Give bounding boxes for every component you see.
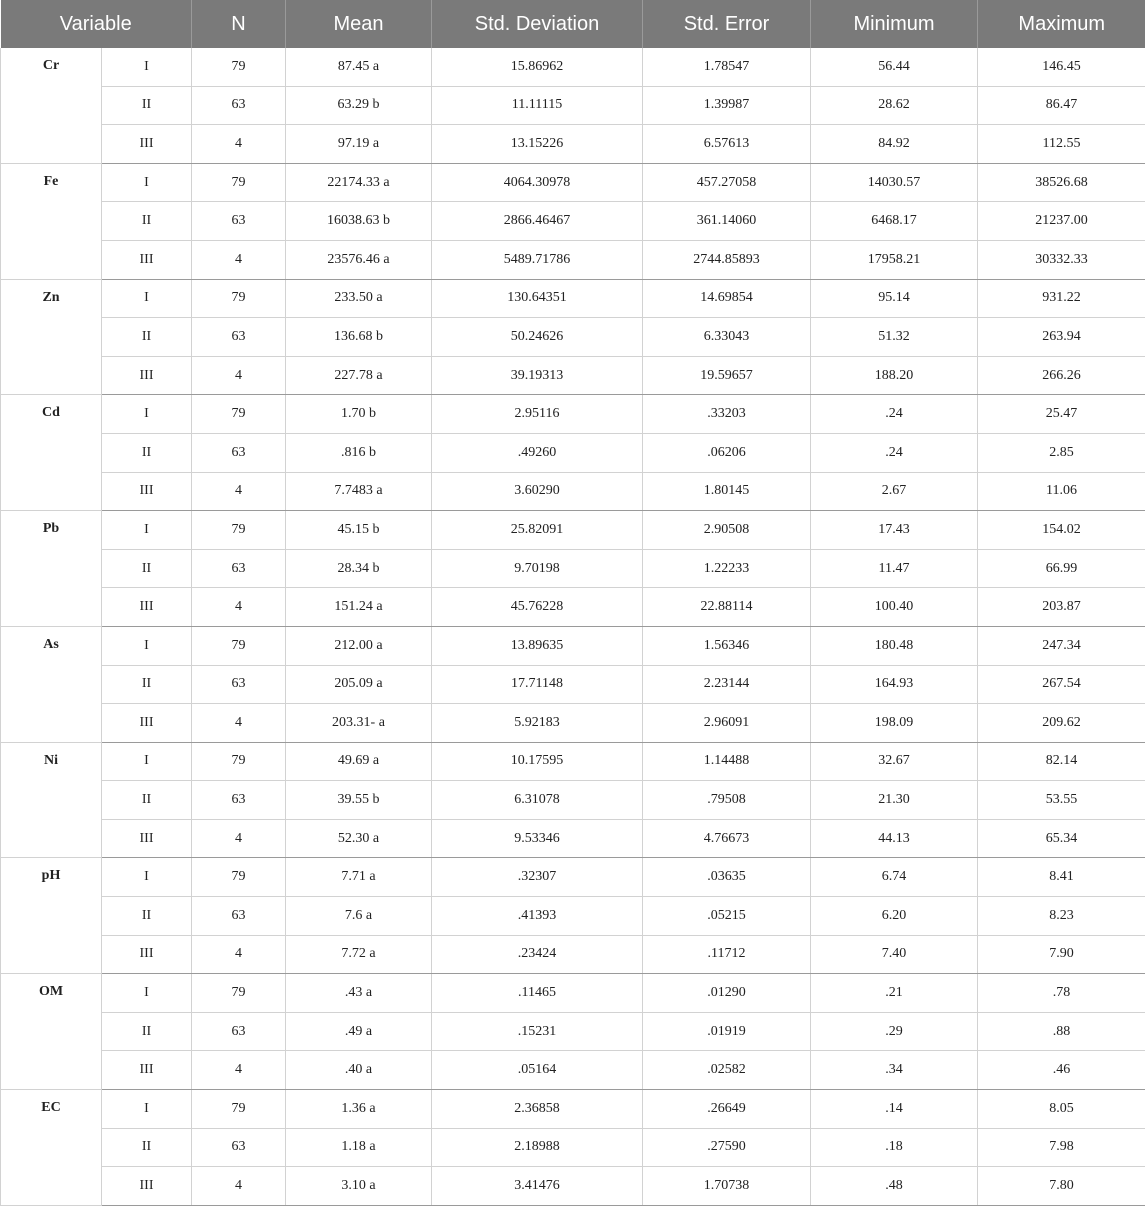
n-cell: 63: [192, 781, 286, 820]
maximum-cell: 11.06: [978, 472, 1145, 511]
group-cell: I: [102, 163, 192, 202]
group-cell: II: [102, 781, 192, 820]
variable-cell: As: [1, 626, 102, 742]
group-cell: III: [102, 472, 192, 511]
n-cell: 63: [192, 202, 286, 241]
std-error-cell: .02582: [643, 1051, 811, 1090]
std-error-cell: .79508: [643, 781, 811, 820]
table-row: [1, 588, 1145, 627]
std-error-cell: 1.78547: [643, 48, 811, 86]
variable-cell: EC: [1, 1090, 102, 1206]
table-row: [1, 1167, 1145, 1206]
header-mean: Mean: [286, 0, 432, 48]
variable-cell: OM: [1, 974, 102, 1090]
mean-cell: 7.6 a: [286, 897, 432, 936]
minimum-cell: .24: [811, 395, 978, 434]
n-cell: 63: [192, 86, 286, 125]
minimum-cell: 84.92: [811, 125, 978, 164]
n-cell: 4: [192, 125, 286, 164]
maximum-cell: 266.26: [978, 356, 1145, 395]
maximum-cell: 203.87: [978, 588, 1145, 627]
n-cell: 63: [192, 897, 286, 936]
std-deviation-cell: 6.31078: [432, 781, 643, 820]
group-cell: III: [102, 704, 192, 743]
table-row: [1, 1051, 1145, 1090]
minimum-cell: 2.67: [811, 472, 978, 511]
std-deviation-cell: 9.53346: [432, 819, 643, 858]
std-error-cell: 6.33043: [643, 318, 811, 357]
table-row: [1, 549, 1145, 588]
n-cell: 79: [192, 48, 286, 86]
std-deviation-cell: 13.89635: [432, 626, 643, 665]
n-cell: 4: [192, 704, 286, 743]
maximum-cell: 263.94: [978, 318, 1145, 357]
std-error-cell: .05215: [643, 897, 811, 936]
std-deviation-cell: .15231: [432, 1012, 643, 1051]
variable-cell: pH: [1, 858, 102, 974]
n-cell: 79: [192, 1090, 286, 1129]
table-row: [1, 819, 1145, 858]
mean-cell: .816 b: [286, 433, 432, 472]
mean-cell: 22174.33 a: [286, 163, 432, 202]
n-cell: 63: [192, 318, 286, 357]
n-cell: 4: [192, 1051, 286, 1090]
maximum-cell: 112.55: [978, 125, 1145, 164]
minimum-cell: .34: [811, 1051, 978, 1090]
n-cell: 79: [192, 858, 286, 897]
std-error-cell: 1.70738: [643, 1167, 811, 1206]
group-cell: III: [102, 356, 192, 395]
std-error-cell: 1.14488: [643, 742, 811, 781]
n-cell: 63: [192, 433, 286, 472]
group-cell: I: [102, 511, 192, 550]
minimum-cell: 32.67: [811, 742, 978, 781]
n-cell: 4: [192, 356, 286, 395]
std-error-cell: 1.56346: [643, 626, 811, 665]
variable-cell: Cd: [1, 395, 102, 511]
maximum-cell: 2.85: [978, 433, 1145, 472]
std-error-cell: 361.14060: [643, 202, 811, 241]
minimum-cell: 14030.57: [811, 163, 978, 202]
mean-cell: 7.7483 a: [286, 472, 432, 511]
minimum-cell: 7.40: [811, 935, 978, 974]
group-cell: II: [102, 318, 192, 357]
std-deviation-cell: 45.76228: [432, 588, 643, 627]
mean-cell: 49.69 a: [286, 742, 432, 781]
std-deviation-cell: 130.64351: [432, 279, 643, 318]
std-error-cell: 6.57613: [643, 125, 811, 164]
group-cell: II: [102, 433, 192, 472]
group-cell: I: [102, 858, 192, 897]
group-cell: III: [102, 1167, 192, 1206]
std-error-cell: .01919: [643, 1012, 811, 1051]
variable-cell: Pb: [1, 511, 102, 627]
minimum-cell: 95.14: [811, 279, 978, 318]
std-error-cell: 2.23144: [643, 665, 811, 704]
minimum-cell: 6.20: [811, 897, 978, 936]
maximum-cell: .46: [978, 1051, 1145, 1090]
std-deviation-cell: .05164: [432, 1051, 643, 1090]
group-cell: II: [102, 86, 192, 125]
n-cell: 79: [192, 279, 286, 318]
group-cell: I: [102, 1090, 192, 1129]
table-row: [1, 433, 1145, 472]
minimum-cell: 44.13: [811, 819, 978, 858]
minimum-cell: 28.62: [811, 86, 978, 125]
n-cell: 4: [192, 588, 286, 627]
table-row: [1, 1012, 1145, 1051]
std-deviation-cell: 5489.71786: [432, 240, 643, 279]
n-cell: 79: [192, 974, 286, 1013]
table-body: [1, 48, 1145, 1205]
maximum-cell: 86.47: [978, 86, 1145, 125]
minimum-cell: 164.93: [811, 665, 978, 704]
maximum-cell: 7.80: [978, 1167, 1145, 1206]
minimum-cell: .24: [811, 433, 978, 472]
std-deviation-cell: 39.19313: [432, 356, 643, 395]
table-row: [1, 279, 1145, 318]
mean-cell: 7.71 a: [286, 858, 432, 897]
std-deviation-cell: 5.92183: [432, 704, 643, 743]
group-cell: III: [102, 588, 192, 627]
group-cell: III: [102, 1051, 192, 1090]
maximum-cell: 65.34: [978, 819, 1145, 858]
minimum-cell: 56.44: [811, 48, 978, 86]
maximum-cell: .78: [978, 974, 1145, 1013]
std-error-cell: 1.80145: [643, 472, 811, 511]
std-error-cell: 4.76673: [643, 819, 811, 858]
table-row: [1, 626, 1145, 665]
table-row: [1, 781, 1145, 820]
minimum-cell: .14: [811, 1090, 978, 1129]
maximum-cell: 247.34: [978, 626, 1145, 665]
table-row: [1, 48, 1145, 86]
mean-cell: .49 a: [286, 1012, 432, 1051]
header-n: N: [192, 0, 286, 48]
group-cell: I: [102, 626, 192, 665]
table-row: [1, 202, 1145, 241]
minimum-cell: 6468.17: [811, 202, 978, 241]
std-error-cell: 14.69854: [643, 279, 811, 318]
mean-cell: 39.55 b: [286, 781, 432, 820]
minimum-cell: 17958.21: [811, 240, 978, 279]
std-error-cell: .27590: [643, 1128, 811, 1167]
mean-cell: 233.50 a: [286, 279, 432, 318]
minimum-cell: .21: [811, 974, 978, 1013]
std-deviation-cell: 17.71148: [432, 665, 643, 704]
table-row: [1, 1090, 1145, 1129]
minimum-cell: .48: [811, 1167, 978, 1206]
std-deviation-cell: 25.82091: [432, 511, 643, 550]
minimum-cell: 188.20: [811, 356, 978, 395]
variable-cell: Zn: [1, 279, 102, 395]
maximum-cell: 267.54: [978, 665, 1145, 704]
maximum-cell: 38526.68: [978, 163, 1145, 202]
group-cell: II: [102, 549, 192, 588]
std-error-cell: 457.27058: [643, 163, 811, 202]
mean-cell: 97.19 a: [286, 125, 432, 164]
table-row: [1, 858, 1145, 897]
std-deviation-cell: .11465: [432, 974, 643, 1013]
std-error-cell: 22.88114: [643, 588, 811, 627]
mean-cell: 7.72 a: [286, 935, 432, 974]
std-deviation-cell: 2.18988: [432, 1128, 643, 1167]
std-error-cell: .06206: [643, 433, 811, 472]
group-cell: III: [102, 240, 192, 279]
minimum-cell: 21.30: [811, 781, 978, 820]
n-cell: 63: [192, 665, 286, 704]
minimum-cell: .18: [811, 1128, 978, 1167]
std-error-cell: 1.39987: [643, 86, 811, 125]
maximum-cell: 146.45: [978, 48, 1145, 86]
n-cell: 63: [192, 549, 286, 588]
maximum-cell: 7.90: [978, 935, 1145, 974]
std-deviation-cell: 9.70198: [432, 549, 643, 588]
n-cell: 79: [192, 395, 286, 434]
maximum-cell: 53.55: [978, 781, 1145, 820]
maximum-cell: 66.99: [978, 549, 1145, 588]
std-error-cell: 19.59657: [643, 356, 811, 395]
table-row: [1, 395, 1145, 434]
table-row: [1, 86, 1145, 125]
mean-cell: 136.68 b: [286, 318, 432, 357]
group-cell: II: [102, 202, 192, 241]
mean-cell: 87.45 a: [286, 48, 432, 86]
table-row: [1, 318, 1145, 357]
mean-cell: 63.29 b: [286, 86, 432, 125]
header-minimum: Minimum: [811, 0, 978, 48]
mean-cell: 1.18 a: [286, 1128, 432, 1167]
maximum-cell: 7.98: [978, 1128, 1145, 1167]
mean-cell: 205.09 a: [286, 665, 432, 704]
maximum-cell: 21237.00: [978, 202, 1145, 241]
minimum-cell: 11.47: [811, 549, 978, 588]
group-cell: II: [102, 665, 192, 704]
table-row: [1, 897, 1145, 936]
group-cell: III: [102, 819, 192, 858]
table-row: [1, 511, 1145, 550]
table-row: [1, 704, 1145, 743]
std-deviation-cell: 3.41476: [432, 1167, 643, 1206]
group-cell: II: [102, 1012, 192, 1051]
mean-cell: 227.78 a: [286, 356, 432, 395]
n-cell: 79: [192, 626, 286, 665]
mean-cell: .40 a: [286, 1051, 432, 1090]
variable-cell: Ni: [1, 742, 102, 858]
std-deviation-cell: 4064.30978: [432, 163, 643, 202]
table-row: [1, 974, 1145, 1013]
std-error-cell: 1.22233: [643, 549, 811, 588]
std-error-cell: .01290: [643, 974, 811, 1013]
n-cell: 63: [192, 1012, 286, 1051]
maximum-cell: .88: [978, 1012, 1145, 1051]
std-deviation-cell: 50.24626: [432, 318, 643, 357]
std-error-cell: .33203: [643, 395, 811, 434]
n-cell: 63: [192, 1128, 286, 1167]
maximum-cell: 931.22: [978, 279, 1145, 318]
maximum-cell: 82.14: [978, 742, 1145, 781]
std-deviation-cell: 2.36858: [432, 1090, 643, 1129]
mean-cell: 203.31- a: [286, 704, 432, 743]
group-cell: III: [102, 125, 192, 164]
mean-cell: 1.36 a: [286, 1090, 432, 1129]
group-cell: I: [102, 742, 192, 781]
variable-cell: Cr: [1, 48, 102, 163]
table-row: [1, 935, 1145, 974]
n-cell: 4: [192, 1167, 286, 1206]
std-deviation-cell: .49260: [432, 433, 643, 472]
maximum-cell: 8.23: [978, 897, 1145, 936]
minimum-cell: .29: [811, 1012, 978, 1051]
mean-cell: 52.30 a: [286, 819, 432, 858]
minimum-cell: 6.74: [811, 858, 978, 897]
std-error-cell: 2744.85893: [643, 240, 811, 279]
group-cell: I: [102, 974, 192, 1013]
table-row: [1, 1128, 1145, 1167]
header-std-deviation: Std. Deviation: [432, 0, 643, 48]
std-deviation-cell: 15.86962: [432, 48, 643, 86]
variable-cell: Fe: [1, 163, 102, 279]
table-row: [1, 665, 1145, 704]
table-row: [1, 125, 1145, 164]
mean-cell: 16038.63 b: [286, 202, 432, 241]
minimum-cell: 180.48: [811, 626, 978, 665]
group-cell: III: [102, 935, 192, 974]
minimum-cell: 51.32: [811, 318, 978, 357]
mean-cell: 3.10 a: [286, 1167, 432, 1206]
std-deviation-cell: .32307: [432, 858, 643, 897]
std-error-cell: 2.96091: [643, 704, 811, 743]
n-cell: 4: [192, 472, 286, 511]
mean-cell: 28.34 b: [286, 549, 432, 588]
std-error-cell: .11712: [643, 935, 811, 974]
std-deviation-cell: 13.15226: [432, 125, 643, 164]
n-cell: 79: [192, 163, 286, 202]
header-maximum: Maximum: [978, 0, 1145, 48]
n-cell: 4: [192, 819, 286, 858]
maximum-cell: 25.47: [978, 395, 1145, 434]
mean-cell: 1.70 b: [286, 395, 432, 434]
mean-cell: 212.00 a: [286, 626, 432, 665]
group-cell: I: [102, 279, 192, 318]
maximum-cell: 209.62: [978, 704, 1145, 743]
n-cell: 79: [192, 511, 286, 550]
std-error-cell: .26649: [643, 1090, 811, 1129]
mean-cell: 23576.46 a: [286, 240, 432, 279]
std-deviation-cell: 10.17595: [432, 742, 643, 781]
std-deviation-cell: 2.95116: [432, 395, 643, 434]
table-row: [1, 356, 1145, 395]
mean-cell: 151.24 a: [286, 588, 432, 627]
table-row: [1, 163, 1145, 202]
mean-cell: 45.15 b: [286, 511, 432, 550]
maximum-cell: 30332.33: [978, 240, 1145, 279]
table-row: [1, 240, 1145, 279]
minimum-cell: 198.09: [811, 704, 978, 743]
n-cell: 79: [192, 742, 286, 781]
maximum-cell: 8.05: [978, 1090, 1145, 1129]
table-row: [1, 472, 1145, 511]
std-deviation-cell: .41393: [432, 897, 643, 936]
group-cell: II: [102, 1128, 192, 1167]
header-row: [1, 0, 1145, 48]
group-cell: II: [102, 897, 192, 936]
std-deviation-cell: 2866.46467: [432, 202, 643, 241]
mean-cell: .43 a: [286, 974, 432, 1013]
maximum-cell: 154.02: [978, 511, 1145, 550]
std-deviation-cell: 3.60290: [432, 472, 643, 511]
minimum-cell: 17.43: [811, 511, 978, 550]
header-variable: Variable: [1, 0, 192, 48]
std-error-cell: .03635: [643, 858, 811, 897]
std-error-cell: 2.90508: [643, 511, 811, 550]
maximum-cell: 8.41: [978, 858, 1145, 897]
group-cell: I: [102, 48, 192, 86]
n-cell: 4: [192, 935, 286, 974]
minimum-cell: 100.40: [811, 588, 978, 627]
table-row: [1, 742, 1145, 781]
n-cell: 4: [192, 240, 286, 279]
header-std-error: Std. Error: [643, 0, 811, 48]
std-deviation-cell: .23424: [432, 935, 643, 974]
std-deviation-cell: 11.11115: [432, 86, 643, 125]
group-cell: I: [102, 395, 192, 434]
